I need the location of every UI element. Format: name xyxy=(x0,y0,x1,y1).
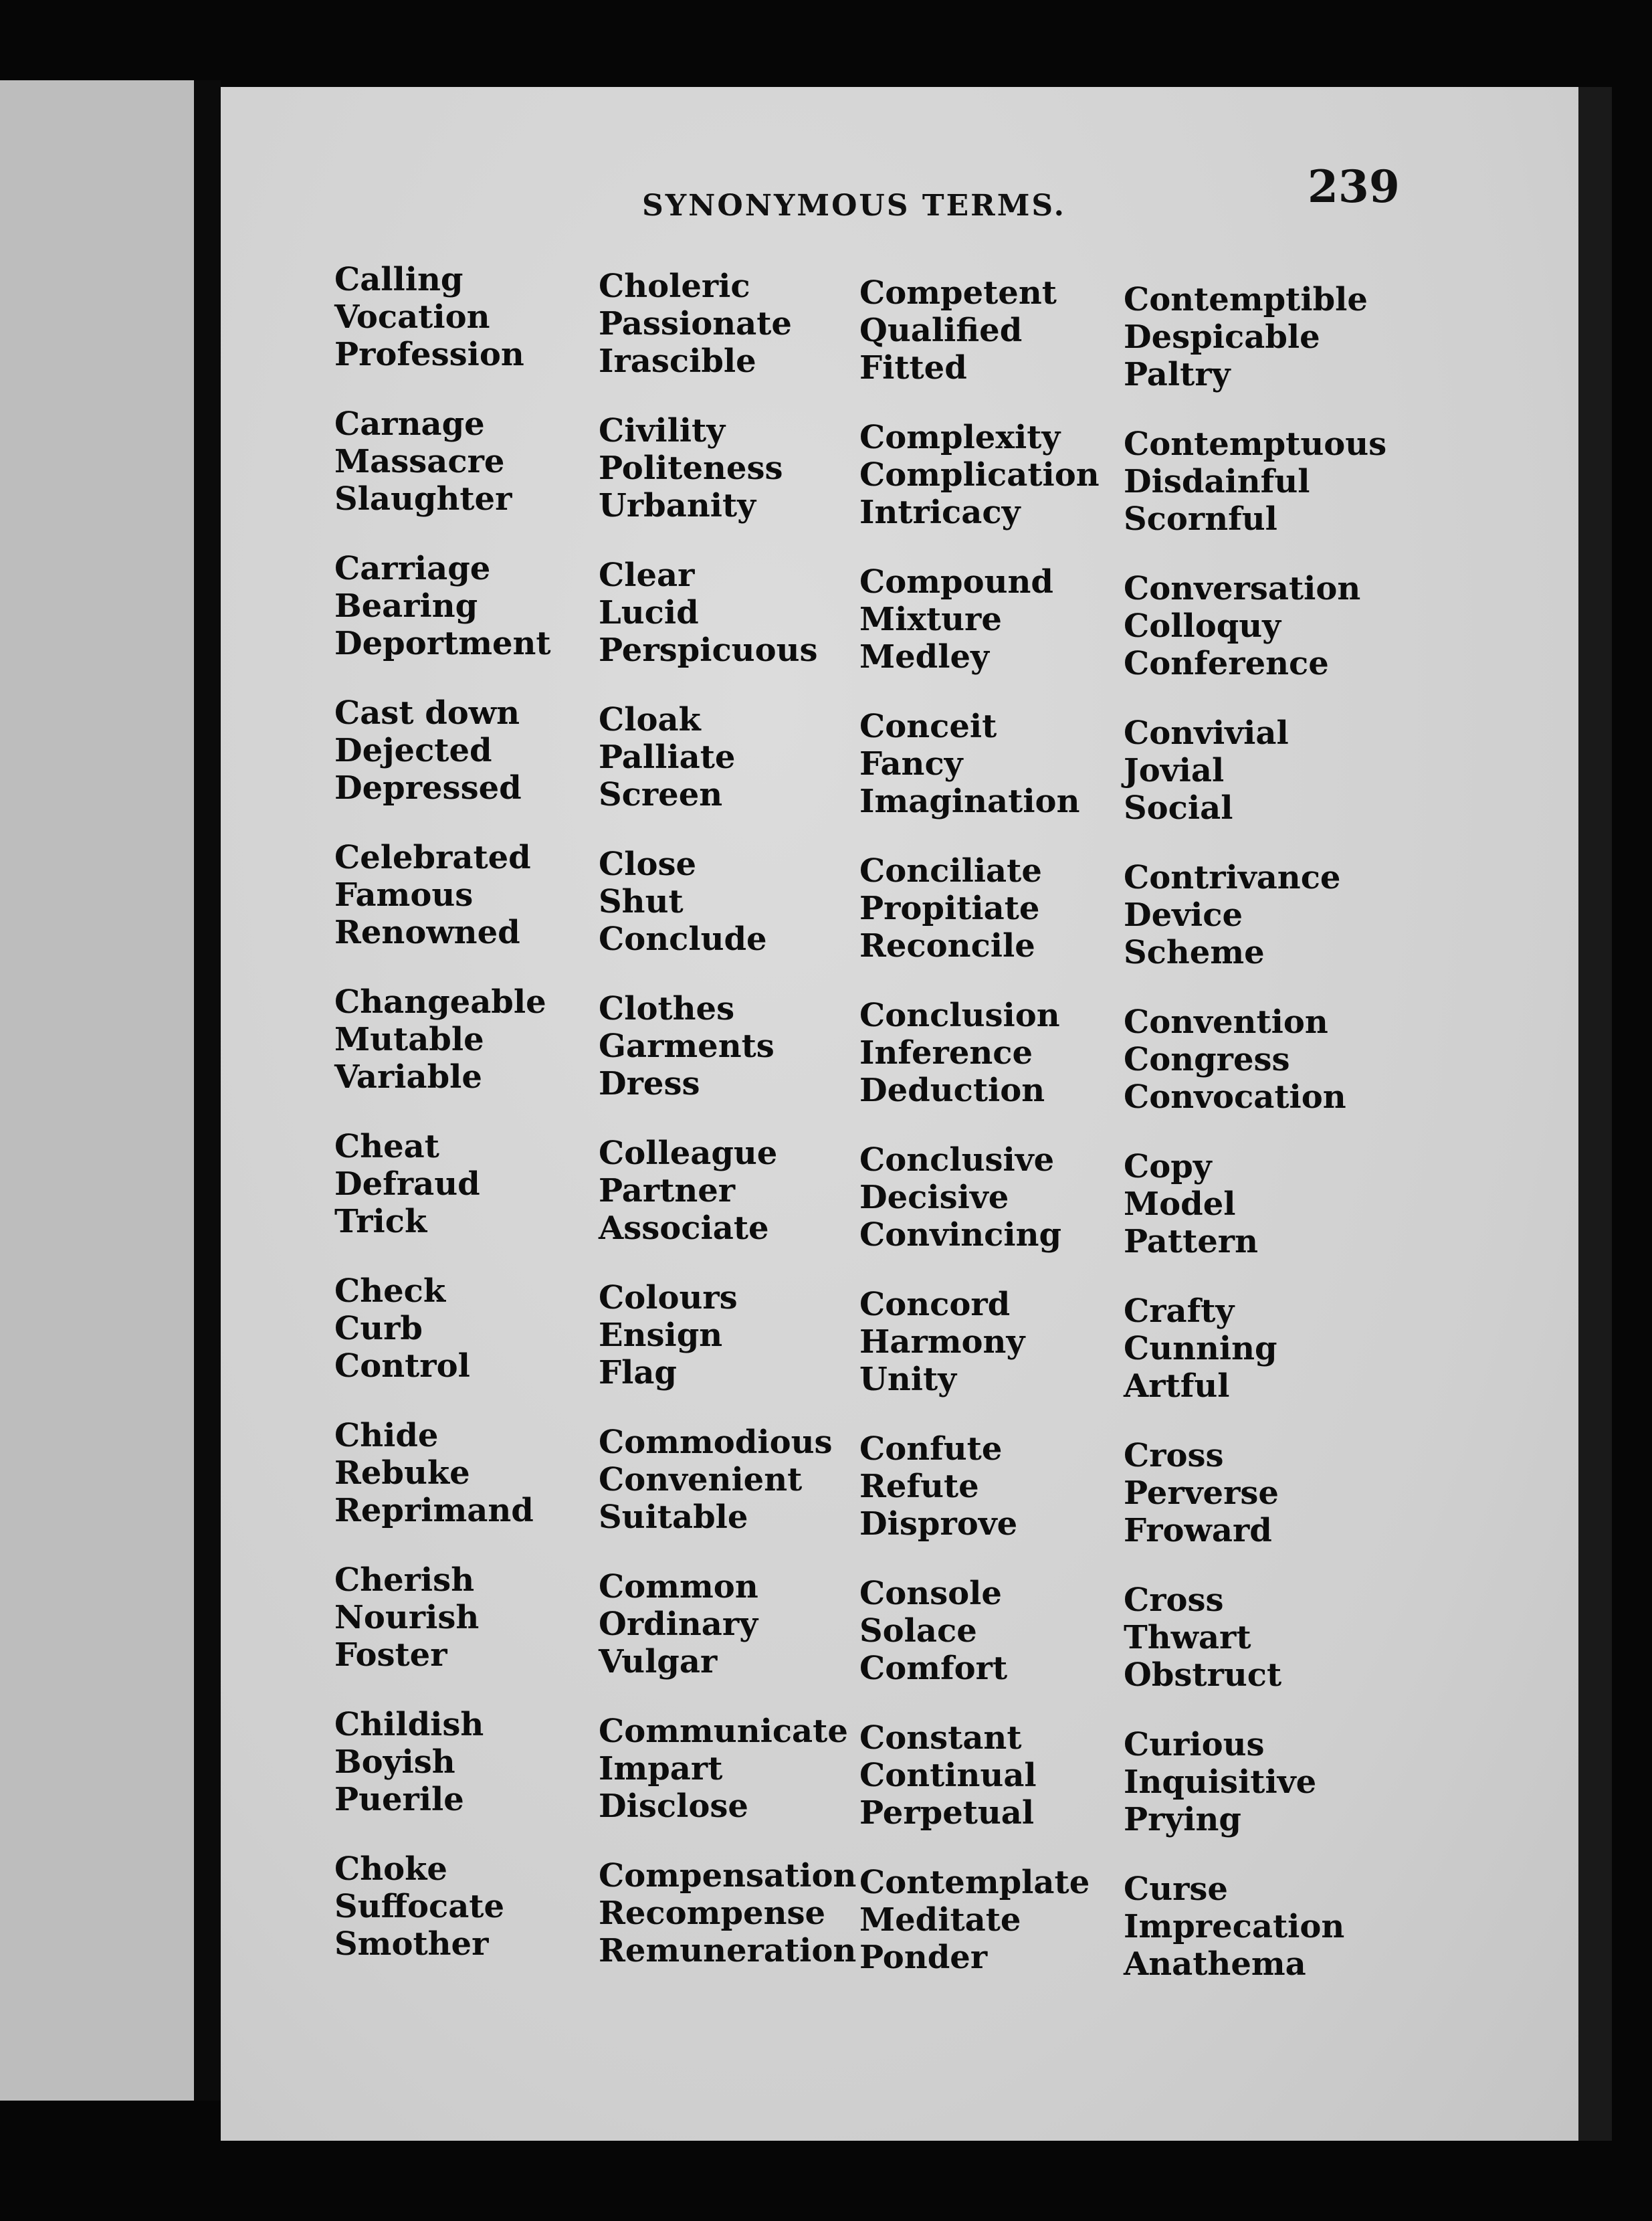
synonym-term: Compound xyxy=(859,563,1053,601)
synonym-term: Refute xyxy=(859,1468,979,1505)
synonym-column xyxy=(859,274,1140,2008)
synonym-term: Convenient xyxy=(599,1461,803,1499)
synonym-term: Confute xyxy=(859,1430,1003,1468)
synonym-term: Conciliate xyxy=(859,852,1042,890)
synonym-term: Propitiate xyxy=(859,890,1040,927)
synonym-term: Suffocate xyxy=(334,1888,505,1925)
synonym-term: Despicable xyxy=(1124,318,1320,356)
synonym-group xyxy=(599,846,880,990)
synonym-group xyxy=(334,1850,615,1995)
page-number: 239 xyxy=(1308,161,1400,213)
synonym-term: Decisive xyxy=(859,1179,1009,1216)
synonym-term: Conceit xyxy=(859,708,997,745)
synonym-group xyxy=(334,839,615,983)
synonym-term: Disclose xyxy=(599,1788,748,1825)
synonym-term: Cast down xyxy=(334,694,520,732)
synonym-term: Contemplate xyxy=(859,1864,1090,1901)
synonym-term: Clothes xyxy=(599,990,735,1028)
synonym-term: Fitted xyxy=(859,349,967,387)
synonym-term: Meditate xyxy=(859,1901,1021,1939)
synonym-term: Curb xyxy=(334,1310,423,1347)
synonym-term: Commodious xyxy=(599,1424,833,1461)
synonym-term: Carriage xyxy=(334,550,491,587)
synonym-group xyxy=(334,1272,615,1417)
synonym-term: Bearing xyxy=(334,587,478,625)
synonym-term: Continual xyxy=(859,1757,1037,1794)
synonym-group xyxy=(334,983,615,1128)
synonym-term: Perpetual xyxy=(859,1794,1035,1832)
synonym-term: Calling xyxy=(334,261,463,298)
synonym-term: Conclusive xyxy=(859,1141,1055,1179)
synonym-term: Ordinary xyxy=(599,1606,758,1643)
synonym-term: Impart xyxy=(599,1750,723,1788)
synonym-group xyxy=(859,1864,1140,2008)
synonym-term: Competent xyxy=(859,274,1057,312)
synonym-term: Contemptible xyxy=(1124,281,1368,318)
synonym-term: Imagination xyxy=(859,783,1080,820)
synonym-group xyxy=(859,1286,1140,1430)
synonym-term: Changeable xyxy=(334,983,546,1021)
synonym-term: Childish xyxy=(334,1706,484,1743)
synonym-term: Deduction xyxy=(859,1072,1045,1109)
synonym-group xyxy=(599,412,880,557)
synonym-term: Reconcile xyxy=(859,927,1035,965)
synonym-term: Colloquy xyxy=(1124,607,1281,645)
synonym-term: Close xyxy=(599,846,697,883)
synonym-group xyxy=(1124,281,1405,425)
synonym-group xyxy=(599,1857,880,2002)
synonym-group xyxy=(859,1575,1140,1719)
synonym-term: Constant xyxy=(859,1719,1022,1757)
synonym-group xyxy=(1124,859,1405,1003)
synonym-term: Cheat xyxy=(334,1128,439,1165)
synonym-term: Variable xyxy=(334,1058,482,1096)
facing-page-edge xyxy=(0,80,194,2101)
synonym-group xyxy=(859,708,1140,852)
synonym-term: Shut xyxy=(599,883,684,921)
synonym-term: Anathema xyxy=(1124,1945,1306,1983)
synonym-term: Famous xyxy=(334,876,474,914)
synonym-group xyxy=(859,1430,1140,1575)
synonym-term: Cloak xyxy=(599,701,701,739)
synonym-term: Dejected xyxy=(334,732,492,769)
synonym-group xyxy=(859,852,1140,997)
synonym-group xyxy=(599,1279,880,1424)
running-header: SYNONYMOUS TERMS. xyxy=(642,189,1066,223)
synonym-term: Cunning xyxy=(1124,1330,1277,1367)
synonym-term: Cross xyxy=(1124,1581,1224,1619)
synonym-term: Celebrated xyxy=(334,839,531,876)
synonym-group xyxy=(1124,1003,1405,1148)
synonym-term: Crafty xyxy=(1124,1292,1235,1330)
synonym-term: Carnage xyxy=(334,405,485,443)
synonym-term: Jovial xyxy=(1124,752,1225,789)
synonym-term: Palliate xyxy=(599,739,736,776)
synonym-group xyxy=(599,268,880,412)
synonym-term: Garments xyxy=(599,1028,775,1065)
synonym-term: Defraud xyxy=(334,1165,480,1203)
synonym-term: Chide xyxy=(334,1417,439,1454)
synonym-term: Copy xyxy=(1124,1148,1212,1185)
synonym-group xyxy=(1124,714,1405,859)
synonym-term: Froward xyxy=(1124,1512,1272,1549)
synonym-term: Puerile xyxy=(334,1781,464,1818)
synonym-term: Urbanity xyxy=(599,487,756,524)
synonym-term: Ensign xyxy=(599,1317,723,1354)
synonym-term: Convention xyxy=(1124,1003,1328,1041)
synonym-group xyxy=(1124,1437,1405,1581)
synonym-term: Foster xyxy=(334,1636,447,1674)
synonym-term: Associate xyxy=(599,1210,769,1247)
synonym-term: Cross xyxy=(1124,1437,1224,1474)
synonym-term: Reprimand xyxy=(334,1492,534,1529)
synonym-term: Fancy xyxy=(859,745,963,783)
synonym-term: Device xyxy=(1124,896,1243,934)
synonym-term: Depressed xyxy=(334,769,522,807)
synonym-term: Slaughter xyxy=(334,480,512,518)
synonym-group xyxy=(599,557,880,701)
synonym-group xyxy=(859,997,1140,1141)
synonym-term: Perspicuous xyxy=(599,632,818,669)
synonym-term: Convocation xyxy=(1124,1078,1346,1116)
synonym-term: Perverse xyxy=(1124,1474,1279,1512)
synonym-term: Conclusion xyxy=(859,997,1060,1034)
synonym-term: Massacre xyxy=(334,443,505,480)
synonym-column xyxy=(1124,281,1405,2015)
synonym-term: Comfort xyxy=(859,1650,1008,1687)
synonym-term: Inquisitive xyxy=(1124,1763,1317,1801)
synonym-term: Screen xyxy=(599,776,723,813)
synonym-group xyxy=(859,419,1140,563)
synonym-term: Recompense xyxy=(599,1895,826,1932)
synonym-term: Unity xyxy=(859,1361,957,1398)
synonym-term: Congress xyxy=(1124,1041,1290,1078)
synonym-term: Social xyxy=(1124,789,1233,827)
synonym-term: Remuneration xyxy=(599,1932,857,1969)
synonym-term: Curse xyxy=(1124,1870,1228,1908)
synonym-term: Inference xyxy=(859,1034,1033,1072)
synonym-term: Contemptuous xyxy=(1124,425,1387,463)
synonym-term: Intricacy xyxy=(859,494,1021,531)
synonym-term: Civility xyxy=(599,412,726,450)
synonym-group xyxy=(859,1141,1140,1286)
synonym-term: Boyish xyxy=(334,1743,455,1781)
synonym-term: Dress xyxy=(599,1065,700,1102)
synonym-group xyxy=(334,1561,615,1706)
synonym-term: Harmony xyxy=(859,1323,1025,1361)
synonym-group xyxy=(334,1417,615,1561)
synonym-term: Thwart xyxy=(1124,1619,1251,1656)
synonym-term: Suitable xyxy=(599,1499,748,1536)
synonym-term: Clear xyxy=(599,557,695,594)
synonym-term: Common xyxy=(599,1568,758,1606)
synonym-term: Choke xyxy=(334,1850,447,1888)
synonym-term: Smother xyxy=(334,1925,489,1963)
synonym-group xyxy=(334,405,615,550)
synonym-term: Mixture xyxy=(859,601,1002,638)
synonym-term: Choleric xyxy=(599,268,750,305)
synonym-term: Disdainful xyxy=(1124,463,1310,500)
synonym-term: Imprecation xyxy=(1124,1908,1345,1945)
synonym-term: Solace xyxy=(859,1612,977,1650)
synonym-term: Scheme xyxy=(1124,934,1265,971)
synonym-term: Curious xyxy=(1124,1726,1265,1763)
synonym-group xyxy=(599,1568,880,1713)
synonym-term: Cherish xyxy=(334,1561,475,1599)
synonym-term: Nourish xyxy=(334,1599,480,1636)
synonym-term: Vocation xyxy=(334,298,490,336)
synonym-term: Vulgar xyxy=(599,1643,718,1680)
synonym-term: Conclude xyxy=(599,921,767,958)
synonym-term: Lucid xyxy=(599,594,699,632)
synonym-term: Flag xyxy=(599,1354,677,1391)
synonym-term: Model xyxy=(1124,1185,1236,1223)
synonym-term: Check xyxy=(334,1272,446,1310)
synonym-term: Disprove xyxy=(859,1505,1018,1543)
synonym-term: Partner xyxy=(599,1172,736,1210)
synonym-column xyxy=(599,268,880,2002)
synonym-term: Passionate xyxy=(599,305,792,343)
synonym-term: Renowned xyxy=(334,914,520,951)
synonym-term: Trick xyxy=(334,1203,427,1240)
synonym-group xyxy=(1124,1870,1405,2015)
synonym-group xyxy=(1124,1726,1405,1870)
synonym-group xyxy=(859,1719,1140,1864)
synonym-term: Compensation xyxy=(599,1857,857,1895)
synonym-term: Deportment xyxy=(334,625,551,662)
synonym-term: Paltry xyxy=(1124,356,1231,393)
synonym-term: Scornful xyxy=(1124,500,1277,538)
synonym-term: Obstruct xyxy=(1124,1656,1282,1694)
synonym-group xyxy=(1124,425,1405,570)
synonym-term: Convincing xyxy=(859,1216,1062,1254)
synonym-group xyxy=(334,1128,615,1272)
synonym-term: Conference xyxy=(1124,645,1329,682)
page-edge-shadow xyxy=(1578,87,1612,2141)
synonym-term: Prying xyxy=(1124,1801,1241,1838)
book-gutter xyxy=(194,80,221,2101)
synonym-group xyxy=(599,1424,880,1568)
synonym-column xyxy=(334,261,615,1995)
synonym-term: Control xyxy=(334,1347,470,1385)
synonym-term: Colleague xyxy=(599,1135,778,1172)
synonym-group xyxy=(334,550,615,694)
synonym-term: Ponder xyxy=(859,1939,988,1976)
synonym-term: Irascible xyxy=(599,343,756,380)
synonym-term: Complexity xyxy=(859,419,1061,456)
synonym-group xyxy=(599,701,880,846)
synonym-term: Communicate xyxy=(599,1713,848,1750)
synonym-term: Rebuke xyxy=(334,1454,470,1492)
synonym-group xyxy=(599,990,880,1135)
synonym-group xyxy=(334,1706,615,1850)
synonym-group xyxy=(1124,1581,1405,1726)
synonym-term: Convivial xyxy=(1124,714,1289,752)
synonym-term: Pattern xyxy=(1124,1223,1258,1260)
synonym-group xyxy=(859,274,1140,419)
synonym-term: Politeness xyxy=(599,450,783,487)
synonym-term: Concord xyxy=(859,1286,1011,1323)
synonym-group xyxy=(334,261,615,405)
synonym-term: Mutable xyxy=(334,1021,484,1058)
synonym-term: Contrivance xyxy=(1124,859,1341,896)
synonym-group xyxy=(599,1135,880,1279)
synonym-term: Console xyxy=(859,1575,1002,1612)
synonym-term: Complication xyxy=(859,456,1100,494)
synonym-group xyxy=(1124,1148,1405,1292)
synonym-term: Profession xyxy=(334,336,524,373)
synonym-term: Medley xyxy=(859,638,989,676)
synonym-term: Qualified xyxy=(859,312,1023,349)
synonym-group xyxy=(599,1713,880,1857)
synonym-term: Colours xyxy=(599,1279,738,1317)
synonym-group xyxy=(334,694,615,839)
synonym-term: Conversation xyxy=(1124,570,1361,607)
synonym-columns xyxy=(334,261,1458,1987)
synonym-group xyxy=(1124,570,1405,714)
synonym-term: Artful xyxy=(1124,1367,1230,1405)
synonym-group xyxy=(859,563,1140,708)
synonym-group xyxy=(1124,1292,1405,1437)
